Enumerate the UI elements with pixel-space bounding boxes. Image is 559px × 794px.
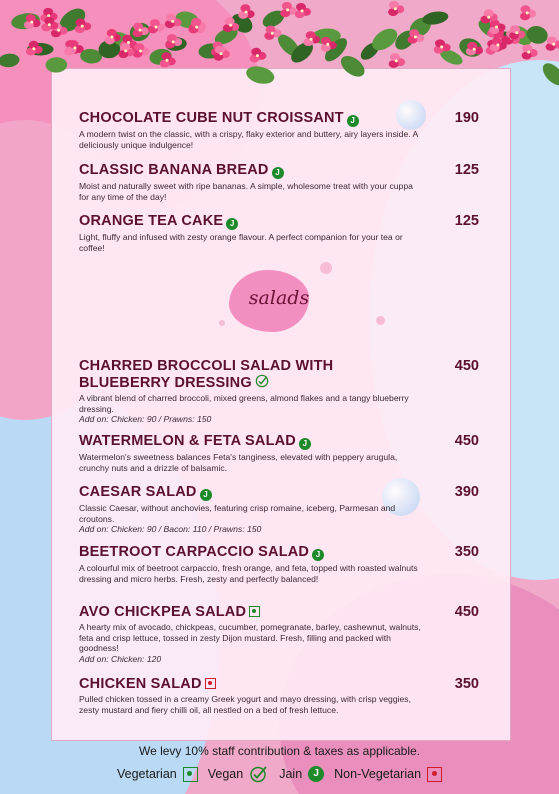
item-description: A vibrant blend of charred broccoli, mixed greens, almond flakes and a tangy blueberry dressing. bbox=[79, 393, 409, 414]
item-name: CLASSIC BANANA BREAD J bbox=[79, 162, 419, 179]
item-name: ORANGE TEA CAKE J bbox=[79, 213, 419, 230]
vegan-icon bbox=[249, 765, 269, 783]
item-addon: Add on: Chicken: 90 / Bacon: 110 / Prawns: 150 bbox=[79, 524, 262, 535]
item-name: CHARRED BROCCOLI SALAD WITH BLUEBERRY DRESSING bbox=[79, 358, 334, 391]
menu-item bbox=[79, 604, 479, 664]
item-description: Watermelon's sweetness balances Feta's tanginess, elevated with peppery arugula, crunchy nuts and a drizzle of balsamic. bbox=[79, 452, 398, 473]
item-name: WATERMELON & FETA SALAD J bbox=[79, 433, 419, 450]
menu-item bbox=[79, 676, 479, 715]
item-price: 350 bbox=[454, 544, 479, 560]
item-price: 125 bbox=[454, 162, 479, 178]
veg-icon bbox=[249, 606, 260, 617]
menu-item bbox=[79, 484, 479, 535]
menu-item bbox=[79, 544, 479, 584]
jain-icon: J bbox=[299, 438, 311, 450]
item-name: CAESAR SALAD J bbox=[79, 484, 419, 501]
section-title: salads bbox=[248, 287, 310, 309]
item-description: Classic Caesar, without anchovies, featuring crisp romaine, iceberg, Parmesan and croutons. bbox=[79, 503, 396, 524]
jain-icon: J bbox=[272, 167, 284, 179]
item-addon: Add on: Chicken: 120 bbox=[79, 653, 162, 664]
menu-item bbox=[79, 110, 479, 150]
decorative-dot bbox=[376, 316, 385, 325]
item-price: 190 bbox=[454, 110, 479, 126]
item-price: 450 bbox=[454, 358, 479, 374]
item-description: Light, fluffy and infused with zesty orange flavour. A perfect companion for your tea or coffee! bbox=[79, 232, 403, 253]
item-price: 390 bbox=[454, 484, 479, 500]
veg-icon bbox=[183, 767, 198, 782]
item-addon: Add on: Chicken: 90 / Prawns: 150 bbox=[79, 414, 212, 425]
item-description: A hearty mix of avocado, chickpeas, cucumber, pomegranate, barley, cashewnut, walnuts, feta and crisp lettuce, tossed in zesty Dijon mustard. Fresh, filling and packed with goodness! bbox=[79, 622, 421, 654]
jain-icon: J bbox=[312, 549, 324, 561]
item-price: 350 bbox=[454, 676, 479, 692]
item-description: A colourful mix of beetroot carpaccio, fresh orange, and feta, topped with roasted walnuts dressing and micro herbs. Fresh, zesty and perfectly balanced! bbox=[79, 563, 418, 584]
decorative-dot bbox=[219, 320, 225, 326]
item-description: Moist and naturally sweet with ripe bananas. A simple, wholesome treat with your cuppa for any time of the day! bbox=[79, 181, 413, 202]
item-price: 450 bbox=[454, 604, 479, 620]
non-veg-icon bbox=[427, 767, 442, 782]
legend-vegan-label: Vegan bbox=[207, 767, 244, 781]
item-name: CHICKEN SALAD bbox=[79, 676, 419, 692]
legend-vegetarian-label: Vegetarian bbox=[116, 767, 177, 781]
item-price: 450 bbox=[454, 433, 479, 449]
item-name: AVO CHICKPEA SALAD bbox=[79, 604, 419, 620]
decorative-dot bbox=[320, 262, 332, 274]
vegan-icon bbox=[255, 374, 269, 388]
tax-note: We levy 10% staff contribution & taxes as applicable. bbox=[138, 744, 421, 758]
item-description: A modern twist on the classic, with a crispy, flaky exterior and buttery, airy layers inside. A deliciously unique indulgence! bbox=[79, 129, 418, 150]
jain-icon: J bbox=[200, 489, 212, 501]
item-name: CHOCOLATE CUBE NUT CROISSANT J bbox=[79, 110, 419, 127]
item-price: 125 bbox=[454, 213, 479, 229]
item-name: BEETROOT CARPACCIO SALAD J bbox=[79, 544, 419, 561]
legend-jain-label: Jain bbox=[279, 767, 303, 781]
menu-item bbox=[79, 162, 479, 202]
jain-icon: J bbox=[347, 115, 359, 127]
non-veg-icon bbox=[205, 678, 216, 689]
item-description: Pulled chicken tossed in a creamy Greek yogurt and mayo dressing, with crisp veggies, zesty mustard and fiery chilli oil, all nestled on a bed of fresh lettuce. bbox=[79, 694, 411, 715]
menu-item bbox=[79, 433, 479, 473]
menu-item bbox=[79, 358, 479, 425]
jain-icon: J bbox=[308, 766, 324, 782]
legend-non-veg-label: Non-Vegetarian bbox=[334, 767, 422, 781]
jain-icon: J bbox=[226, 218, 238, 230]
diet-legend bbox=[0, 765, 559, 783]
menu-item bbox=[79, 213, 479, 253]
